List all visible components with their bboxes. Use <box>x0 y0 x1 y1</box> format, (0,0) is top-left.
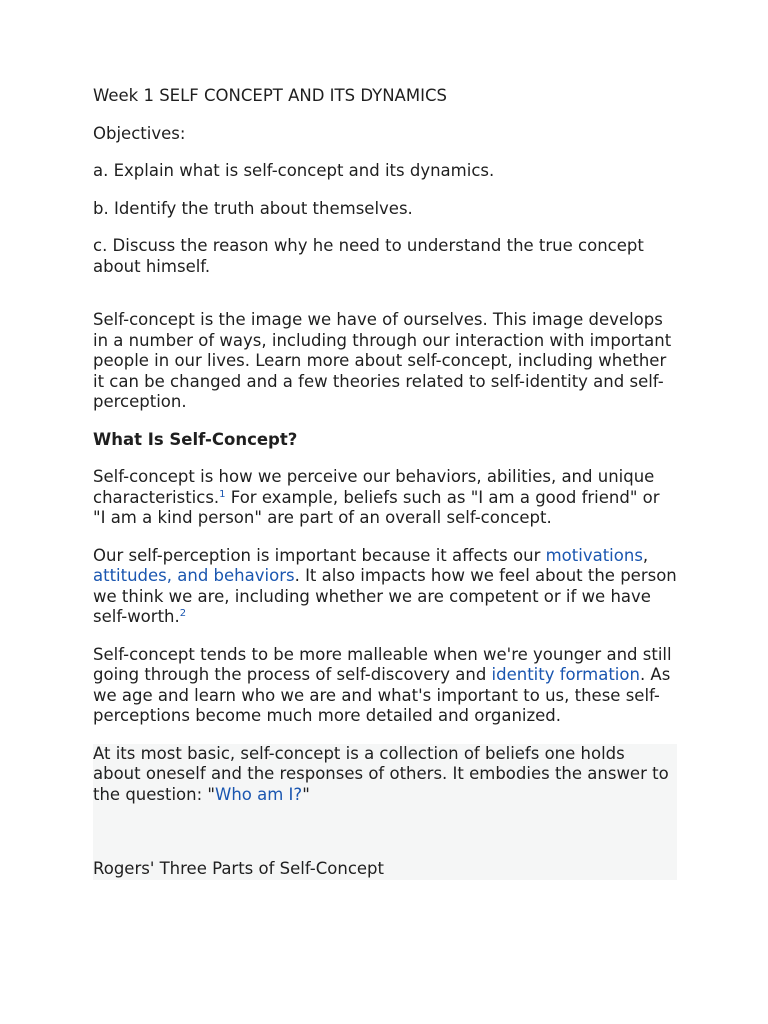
paragraph-self-perception <box>93 546 677 628</box>
paragraph-text: At its most basic, self-concept is a collection of beliefs one holds about oneself and the responses of others. It embodies the answer to the question: " <box>93 743 669 804</box>
document-body <box>93 86 677 880</box>
footnote-link-1[interactable]: 1 <box>219 488 226 500</box>
intro-paragraph: Self-concept is the image we have of ourselves. This image develops in a number of ways, including through our interaction with important people in our lives. Learn more about self-concept, including whether it can be changed and a few theories related to self-identity and self-perception. <box>93 310 672 411</box>
identity-formation-link[interactable]: identity formation <box>491 665 640 684</box>
paragraph-text: . As we age and learn who we are and what's important to us, these self-perceptions become much more detailed and organized. <box>93 665 671 725</box>
objective-b: b. Identify the truth about themselves. <box>93 198 413 218</box>
section-heading: What Is Self-Concept? <box>93 429 298 449</box>
paragraph-text: . It also impacts how we feel about the person we think we are, including whether we are competent or if we have self-worth. <box>93 566 677 626</box>
paragraph-malleable <box>93 645 677 727</box>
paragraph-text: Our self-perception is important because it affects our <box>93 545 546 565</box>
paragraph-text: " <box>302 784 310 804</box>
document-title: Week 1 SELF CONCEPT AND ITS DYNAMICS <box>93 86 447 105</box>
paragraph-definition <box>93 467 677 529</box>
paragraph-text: Self-concept tends to be more malleable when we're younger and still going through the process of self-discovery and <box>93 644 672 684</box>
motivations-link[interactable]: motivations <box>545 545 643 565</box>
objective-a: a. Explain what is self-concept and its dynamics. <box>93 161 495 180</box>
attitudes-behaviors-link[interactable]: attitudes, and behaviors <box>93 566 295 585</box>
objective-c: c. Discuss the reason why he need to understand the true concept about himself. <box>93 236 644 276</box>
objectives-label: Objectives: <box>93 123 186 143</box>
shaded-block <box>93 744 677 880</box>
rogers-subheading: Rogers' Three Parts of Self-Concept <box>93 859 384 878</box>
paragraph-text: , <box>642 545 649 565</box>
footnote-link-2[interactable]: 2 <box>179 608 187 619</box>
paragraph-text: For example, beliefs such as "I am a good friend" or "I am a kind person" are part of an overall self-concept. <box>93 487 660 527</box>
paragraph-basic <box>93 744 677 806</box>
paragraph-text: Self-concept is how we perceive our behaviors, abilities, and unique characteristics. <box>93 467 655 507</box>
who-am-i-link[interactable]: Who am I? <box>215 784 303 804</box>
